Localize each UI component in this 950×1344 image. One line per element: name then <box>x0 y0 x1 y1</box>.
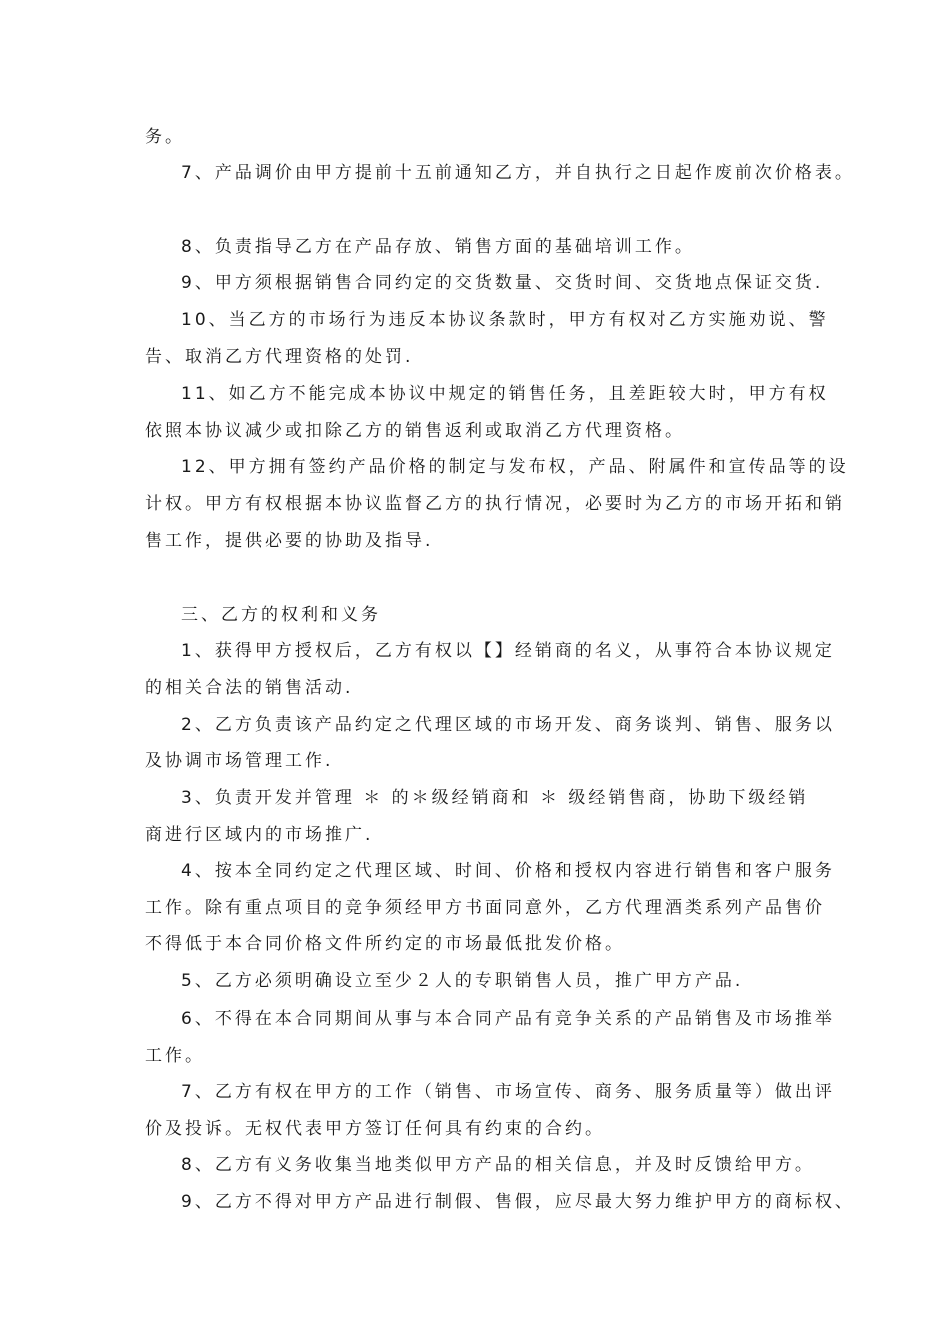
section-heading: 三、乙方的权利和义务 <box>181 605 381 625</box>
text-line: 5、乙方必须明确设立至少２人的专职销售人员，推广甲方产品. <box>181 971 744 991</box>
text-line: 9、甲方须根据销售合同约定的交货数量、交货时间、交货地点保证交货. <box>181 273 824 293</box>
text-line: 1、获得甲方授权后，乙方有权以【】经销商的名义，从事符合本协议规定 <box>181 641 835 661</box>
text-line: 价及投诉。无权代表甲方签订任何具有约束的合约。 <box>145 1119 605 1139</box>
text-line: 的相关合法的销售活动. <box>145 678 354 698</box>
text-line: 务。 <box>145 127 185 147</box>
text-line: 6、不得在本合同期间从事与本合同产品有竞争关系的产品销售及市场推举 <box>181 1009 835 1029</box>
text-line: 依照本协议减少或扣除乙方的销售返利或取消乙方代理资格。 <box>145 421 685 441</box>
text-line: 计权。甲方有权根据本协议监督乙方的执行情况，必要时为乙方的市场开拓和销 <box>145 494 845 514</box>
text-line: 8、乙方有义务收集当地类似甲方产品的相关信息，并及时反馈给甲方。 <box>181 1155 815 1175</box>
text-line: 7、产品调价由甲方提前十五前通知乙方，并自执行之日起作废前次价格表。 <box>181 163 855 183</box>
text-line: 11、如乙方不能完成本协议中规定的销售任务，且差距较大时，甲方有权 <box>181 384 829 404</box>
text-line: 告、取消乙方代理资格的处罚. <box>145 347 414 367</box>
text-line: 9、乙方不得对甲方产品进行制假、售假，应尽最大努力维护甲方的商标权、 <box>181 1192 855 1212</box>
text-line: 10、当乙方的市场行为违反本协议条款时，甲方有权对乙方实施劝说、警 <box>181 310 829 330</box>
text-line: 8、负责指导乙方在产品存放、销售方面的基础培训工作。 <box>181 237 695 257</box>
text-line: 工作。 <box>145 1046 205 1066</box>
text-line: 不得低于本合同价格文件所约定的市场最低批发价格。 <box>145 934 625 954</box>
text-line: 及协调市场管理工作. <box>145 751 334 771</box>
text-line: 7、乙方有权在甲方的工作（销售、市场宣传、商务、服务质量等）做出评 <box>181 1082 835 1102</box>
text-line: 商进行区域内的市场推广. <box>145 825 374 845</box>
text-line: 3、负责开发并管理 ＊ 的＊级经销商和 ＊ 级经销售商，协助下级经销 <box>181 788 809 808</box>
text-line: 12、甲方拥有签约产品价格的制定与发布权，产品、附属件和宣传品等的设 <box>181 457 849 477</box>
text-line: 售工作，提供必要的协助及指导. <box>145 531 434 551</box>
text-line: 4、按本全同约定之代理区域、时间、价格和授权内容进行销售和客户服务 <box>181 861 835 881</box>
text-line: 2、乙方负责该产品约定之代理区域的市场开发、商务谈判、销售、服务以 <box>181 715 835 735</box>
text-line: 工作。除有重点项目的竞争须经甲方书面同意外，乙方代理酒类系列产品售价 <box>145 898 825 918</box>
